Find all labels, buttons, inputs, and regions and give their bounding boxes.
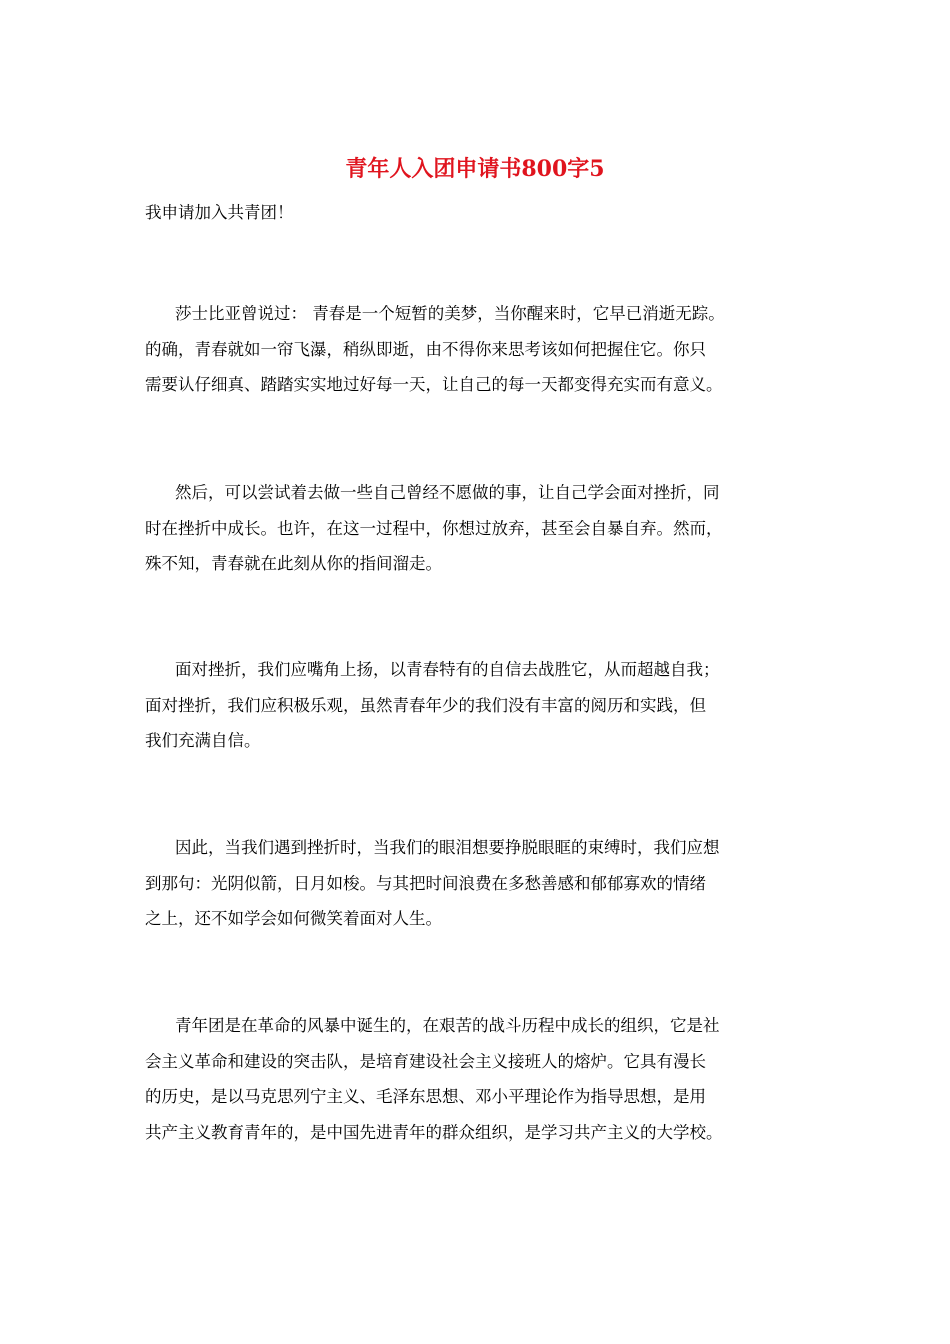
- paragraph-line: 青年团是在革命的风暴中诞生的，在艰苦的战斗历程中成长的组织，它是社: [175, 1016, 720, 1035]
- paragraph-line: 的确，青春就如一帘飞瀑，稍纵即逝，由不得你来思考该如何把握住它。你只: [145, 339, 706, 359]
- paragraph-line: 的历史，是以马克思列宁主义、毛泽东思想、邓小平理论作为指导思想，是用: [145, 1087, 706, 1106]
- paragraph-line: 殊不知，青春就在此刻从你的指间溜走。: [145, 554, 442, 573]
- greeting-line: 我申请加入共青团！: [145, 203, 294, 222]
- paragraph-line: 然后，可以尝试着去做一些自己曾经不愿做的事，让自己学会面对挫折，同: [175, 483, 720, 502]
- paragraph-line: 共产主义教育青年的，是中国先进青年的群众组织，是学习共产主义的大学校。: [145, 1122, 723, 1142]
- paragraph-line: 面对挫折，我们应积极乐观，虽然青春年少的我们没有丰富的阅历和实践，但: [145, 695, 706, 715]
- paragraph-line: 我们充满自信。: [145, 731, 261, 750]
- document-title: 青年人入团申请书800字5: [345, 156, 605, 182]
- paragraph-line: 到那句：光阴似箭，日月如梭。与其把时间浪费在多愁善感和郁郁寡欢的情绪: [145, 873, 706, 893]
- paragraph-line: 之上，还不如学会如何微笑着面对人生。: [145, 909, 442, 928]
- paragraph: [145, 830, 810, 937]
- paragraph-line: 会主义革命和建设的突击队，是培育建设社会主义接班人的熔炉。它具有漫长: [145, 1051, 706, 1071]
- paragraph-line: 因此，当我们遇到挫折时，当我们的眼泪想要挣脱眼眶的束缚时，我们应想: [175, 838, 720, 857]
- paragraph-line: 需要认仔细真、踏踏实实地过好每一天，让自己的每一天都变得充实而有意义。: [145, 375, 723, 394]
- paragraph: [145, 475, 810, 582]
- paragraph: [145, 1008, 810, 1150]
- paragraph: [145, 652, 810, 759]
- paragraph-line: 面对挫折，我们应嘴角上扬，以青春特有的自信去战胜它，从而超越自我；: [175, 660, 720, 679]
- paragraph-line: 时在挫折中成长。也许，在这一过程中，你想过放弃，甚至会自暴自弃。然而，: [145, 518, 723, 538]
- paragraph-line: 莎士比亚曾说过： 青春是一个短暂的美梦，当你醒来时，它早已消逝无踪。: [175, 304, 725, 323]
- paragraph: [145, 296, 810, 403]
